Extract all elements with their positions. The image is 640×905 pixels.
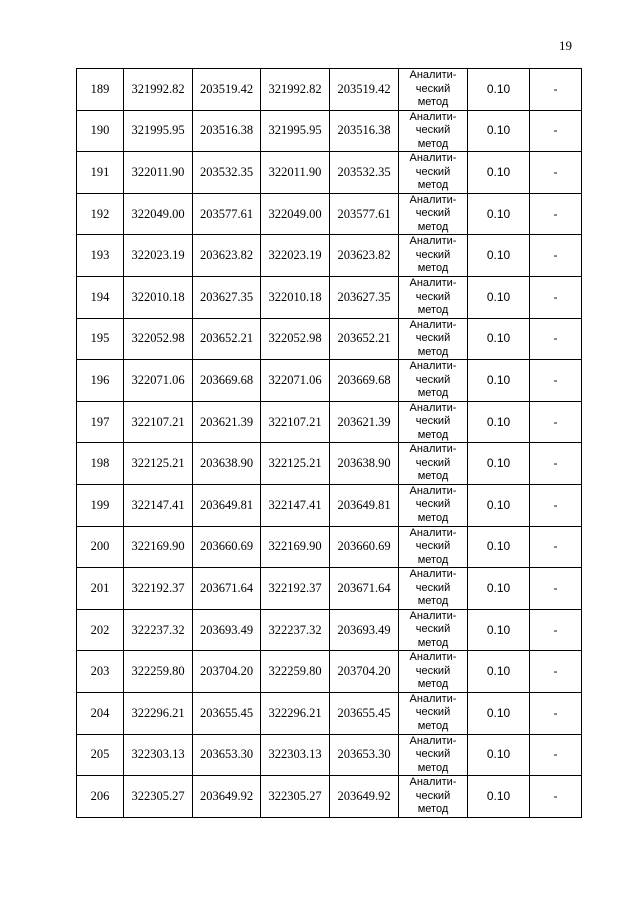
method-line: ческий — [415, 415, 451, 428]
x-coordinate-cell: 322107.21 — [124, 401, 193, 443]
y-coordinate-new-cell: 203671.64 — [330, 568, 399, 610]
table-row — [77, 651, 582, 693]
method-line: ческий — [415, 124, 451, 137]
method-line: метод — [417, 636, 449, 649]
y-coordinate-cell: 203621.39 — [193, 401, 261, 443]
method-line: Аналити- — [409, 484, 457, 497]
method-line: метод — [417, 137, 449, 150]
table-row — [77, 526, 582, 568]
y-coordinate-new-cell: 203653.30 — [330, 734, 399, 776]
method-cell — [399, 484, 468, 526]
note-cell: - — [530, 401, 582, 443]
method-line: метод — [417, 803, 449, 816]
table-row — [77, 318, 582, 360]
point-number-cell: 190 — [77, 110, 124, 152]
y-coordinate-new-cell: 203516.38 — [330, 110, 399, 152]
point-number-cell: 189 — [77, 69, 124, 111]
x-coordinate-new-cell: 322052.98 — [261, 318, 330, 360]
y-coordinate-cell: 203638.90 — [193, 443, 261, 485]
y-coordinate-cell: 203532.35 — [193, 152, 261, 194]
note-cell: - — [530, 276, 582, 318]
accuracy-cell: 0.10 — [468, 318, 530, 360]
y-coordinate-cell: 203623.82 — [193, 235, 261, 277]
x-coordinate-new-cell: 321995.95 — [261, 110, 330, 152]
method-line: метод — [417, 387, 449, 400]
method-line: ческий — [415, 581, 451, 594]
note-cell: - — [530, 651, 582, 693]
method-line: Аналити- — [409, 401, 457, 414]
accuracy-cell: 0.10 — [468, 152, 530, 194]
method-line: ческий — [415, 664, 451, 677]
method-cell — [399, 734, 468, 776]
method-line: метод — [417, 470, 449, 483]
method-line: Аналити- — [409, 609, 457, 622]
x-coordinate-cell: 322237.32 — [124, 609, 193, 651]
y-coordinate-cell: 203519.42 — [193, 69, 261, 111]
y-coordinate-new-cell: 203532.35 — [330, 152, 399, 194]
note-cell: - — [530, 152, 582, 194]
method-line: Аналити- — [409, 443, 457, 456]
point-number-cell: 206 — [77, 776, 124, 818]
note-cell: - — [530, 235, 582, 277]
point-number-cell: 191 — [77, 152, 124, 194]
method-line: Аналити- — [409, 692, 457, 705]
method-line: метод — [417, 553, 449, 566]
method-line: ческий — [415, 706, 451, 719]
x-coordinate-new-cell: 322107.21 — [261, 401, 330, 443]
y-coordinate-new-cell: 203655.45 — [330, 692, 399, 734]
note-cell: - — [530, 69, 582, 111]
table-row — [77, 609, 582, 651]
x-coordinate-cell: 322192.37 — [124, 568, 193, 610]
x-coordinate-cell: 322011.90 — [124, 152, 193, 194]
x-coordinate-cell: 322147.41 — [124, 484, 193, 526]
y-coordinate-new-cell: 203577.61 — [330, 193, 399, 235]
x-coordinate-cell: 322052.98 — [124, 318, 193, 360]
accuracy-cell: 0.10 — [468, 401, 530, 443]
accuracy-cell: 0.10 — [468, 526, 530, 568]
x-coordinate-new-cell: 322169.90 — [261, 526, 330, 568]
method-line: ческий — [415, 165, 451, 178]
method-line: метод — [417, 220, 449, 233]
method-line: Аналити- — [409, 776, 457, 789]
method-cell — [399, 401, 468, 443]
method-line: Аналити- — [409, 152, 457, 165]
method-line: метод — [417, 345, 449, 358]
x-coordinate-new-cell: 322049.00 — [261, 193, 330, 235]
y-coordinate-cell: 203671.64 — [193, 568, 261, 610]
note-cell: - — [530, 360, 582, 402]
y-coordinate-cell: 203660.69 — [193, 526, 261, 568]
accuracy-cell: 0.10 — [468, 360, 530, 402]
x-coordinate-cell: 322010.18 — [124, 276, 193, 318]
method-cell — [399, 152, 468, 194]
point-number-cell: 196 — [77, 360, 124, 402]
point-number-cell: 202 — [77, 609, 124, 651]
y-coordinate-new-cell: 203627.35 — [330, 276, 399, 318]
y-coordinate-new-cell: 203660.69 — [330, 526, 399, 568]
method-line: Аналити- — [409, 360, 457, 373]
method-line: Аналити- — [409, 69, 457, 82]
point-number-cell: 203 — [77, 651, 124, 693]
x-coordinate-new-cell: 322071.06 — [261, 360, 330, 402]
note-cell: - — [530, 568, 582, 610]
y-coordinate-new-cell: 203519.42 — [330, 69, 399, 111]
method-cell — [399, 692, 468, 734]
x-coordinate-cell: 322259.80 — [124, 651, 193, 693]
y-coordinate-new-cell: 203621.39 — [330, 401, 399, 443]
y-coordinate-new-cell: 203652.21 — [330, 318, 399, 360]
method-line: метод — [417, 304, 449, 317]
accuracy-cell: 0.10 — [468, 568, 530, 610]
method-line: метод — [417, 96, 449, 109]
method-line: Аналити- — [409, 277, 457, 290]
coordinates-table — [76, 68, 582, 818]
note-cell: - — [530, 526, 582, 568]
method-line: ческий — [415, 290, 451, 303]
accuracy-cell: 0.10 — [468, 235, 530, 277]
point-number-cell: 197 — [77, 401, 124, 443]
y-coordinate-new-cell: 203638.90 — [330, 443, 399, 485]
table-row — [77, 193, 582, 235]
method-line: ческий — [415, 373, 451, 386]
x-coordinate-new-cell: 322305.27 — [261, 776, 330, 818]
accuracy-cell: 0.10 — [468, 110, 530, 152]
x-coordinate-cell: 321995.95 — [124, 110, 193, 152]
method-line: метод — [417, 511, 449, 524]
y-coordinate-new-cell: 203623.82 — [330, 235, 399, 277]
method-line: метод — [417, 262, 449, 275]
y-coordinate-cell: 203516.38 — [193, 110, 261, 152]
method-line: ческий — [415, 248, 451, 261]
method-line: Аналити- — [409, 568, 457, 581]
note-cell: - — [530, 609, 582, 651]
method-line: Аналити- — [409, 193, 457, 206]
method-cell — [399, 526, 468, 568]
method-line: метод — [417, 179, 449, 192]
table-row — [77, 401, 582, 443]
y-coordinate-new-cell: 203693.49 — [330, 609, 399, 651]
x-coordinate-new-cell: 322010.18 — [261, 276, 330, 318]
accuracy-cell: 0.10 — [468, 734, 530, 776]
table-row — [77, 110, 582, 152]
method-line: Аналити- — [409, 318, 457, 331]
table-row — [77, 734, 582, 776]
table-row — [77, 443, 582, 485]
method-line: ческий — [415, 332, 451, 345]
x-coordinate-cell: 322303.13 — [124, 734, 193, 776]
x-coordinate-new-cell: 322147.41 — [261, 484, 330, 526]
method-line: Аналити- — [409, 526, 457, 539]
method-line: ческий — [415, 82, 451, 95]
y-coordinate-cell: 203693.49 — [193, 609, 261, 651]
method-cell — [399, 276, 468, 318]
point-number-cell: 192 — [77, 193, 124, 235]
method-line: Аналити- — [409, 110, 457, 123]
accuracy-cell: 0.10 — [468, 443, 530, 485]
table-row — [77, 484, 582, 526]
method-cell — [399, 318, 468, 360]
method-cell — [399, 193, 468, 235]
x-coordinate-new-cell: 322125.21 — [261, 443, 330, 485]
note-cell: - — [530, 734, 582, 776]
point-number-cell: 199 — [77, 484, 124, 526]
x-coordinate-cell: 322023.19 — [124, 235, 193, 277]
x-coordinate-new-cell: 322023.19 — [261, 235, 330, 277]
method-cell — [399, 651, 468, 693]
y-coordinate-cell: 203627.35 — [193, 276, 261, 318]
x-coordinate-new-cell: 322237.32 — [261, 609, 330, 651]
note-cell: - — [530, 110, 582, 152]
y-coordinate-new-cell: 203704.20 — [330, 651, 399, 693]
point-number-cell: 198 — [77, 443, 124, 485]
table-row — [77, 69, 582, 111]
x-coordinate-new-cell: 321992.82 — [261, 69, 330, 111]
page-number: 19 — [559, 38, 572, 53]
x-coordinate-new-cell: 322192.37 — [261, 568, 330, 610]
accuracy-cell: 0.10 — [468, 651, 530, 693]
method-cell — [399, 443, 468, 485]
method-line: метод — [417, 595, 449, 608]
point-number-cell: 194 — [77, 276, 124, 318]
note-cell: - — [530, 484, 582, 526]
y-coordinate-cell: 203653.30 — [193, 734, 261, 776]
y-coordinate-cell: 203669.68 — [193, 360, 261, 402]
table-row — [77, 276, 582, 318]
x-coordinate-cell: 322169.90 — [124, 526, 193, 568]
method-cell — [399, 776, 468, 818]
method-line: метод — [417, 428, 449, 441]
method-line: ческий — [415, 207, 451, 220]
x-coordinate-new-cell: 322296.21 — [261, 692, 330, 734]
accuracy-cell: 0.10 — [468, 776, 530, 818]
method-cell — [399, 110, 468, 152]
method-line: ческий — [415, 498, 451, 511]
accuracy-cell: 0.10 — [468, 276, 530, 318]
note-cell: - — [530, 443, 582, 485]
coordinates-table-body — [77, 69, 582, 818]
table-row — [77, 568, 582, 610]
y-coordinate-new-cell: 203669.68 — [330, 360, 399, 402]
y-coordinate-cell: 203649.92 — [193, 776, 261, 818]
method-cell — [399, 568, 468, 610]
y-coordinate-cell: 203577.61 — [193, 193, 261, 235]
x-coordinate-new-cell: 322303.13 — [261, 734, 330, 776]
point-number-cell: 204 — [77, 692, 124, 734]
method-line: Аналити- — [409, 734, 457, 747]
method-cell — [399, 235, 468, 277]
table-row — [77, 152, 582, 194]
method-cell — [399, 609, 468, 651]
x-coordinate-cell: 322296.21 — [124, 692, 193, 734]
y-coordinate-cell: 203649.81 — [193, 484, 261, 526]
method-line: ческий — [415, 789, 451, 802]
x-coordinate-cell: 321992.82 — [124, 69, 193, 111]
note-cell: - — [530, 692, 582, 734]
note-cell: - — [530, 193, 582, 235]
x-coordinate-cell: 322049.00 — [124, 193, 193, 235]
method-cell — [399, 69, 468, 111]
method-line: ческий — [415, 748, 451, 761]
y-coordinate-new-cell: 203649.92 — [330, 776, 399, 818]
point-number-cell: 201 — [77, 568, 124, 610]
method-line: метод — [417, 678, 449, 691]
note-cell: - — [530, 776, 582, 818]
x-coordinate-new-cell: 322011.90 — [261, 152, 330, 194]
point-number-cell: 195 — [77, 318, 124, 360]
x-coordinate-cell: 322071.06 — [124, 360, 193, 402]
accuracy-cell: 0.10 — [468, 609, 530, 651]
x-coordinate-cell: 322125.21 — [124, 443, 193, 485]
point-number-cell: 205 — [77, 734, 124, 776]
method-line: метод — [417, 719, 449, 732]
x-coordinate-cell: 322305.27 — [124, 776, 193, 818]
method-line: Аналити- — [409, 235, 457, 248]
y-coordinate-cell: 203704.20 — [193, 651, 261, 693]
y-coordinate-new-cell: 203649.81 — [330, 484, 399, 526]
method-line: метод — [417, 761, 449, 774]
y-coordinate-cell: 203655.45 — [193, 692, 261, 734]
accuracy-cell: 0.10 — [468, 193, 530, 235]
table-row — [77, 360, 582, 402]
note-cell: - — [530, 318, 582, 360]
method-line: ческий — [415, 623, 451, 636]
method-line: ческий — [415, 456, 451, 469]
table-row — [77, 235, 582, 277]
accuracy-cell: 0.10 — [468, 69, 530, 111]
y-coordinate-cell: 203652.21 — [193, 318, 261, 360]
accuracy-cell: 0.10 — [468, 692, 530, 734]
x-coordinate-new-cell: 322259.80 — [261, 651, 330, 693]
method-line: ческий — [415, 540, 451, 553]
table-row — [77, 776, 582, 818]
method-line: Аналити- — [409, 651, 457, 664]
table-row — [77, 692, 582, 734]
method-cell — [399, 360, 468, 402]
point-number-cell: 193 — [77, 235, 124, 277]
point-number-cell: 200 — [77, 526, 124, 568]
accuracy-cell: 0.10 — [468, 484, 530, 526]
